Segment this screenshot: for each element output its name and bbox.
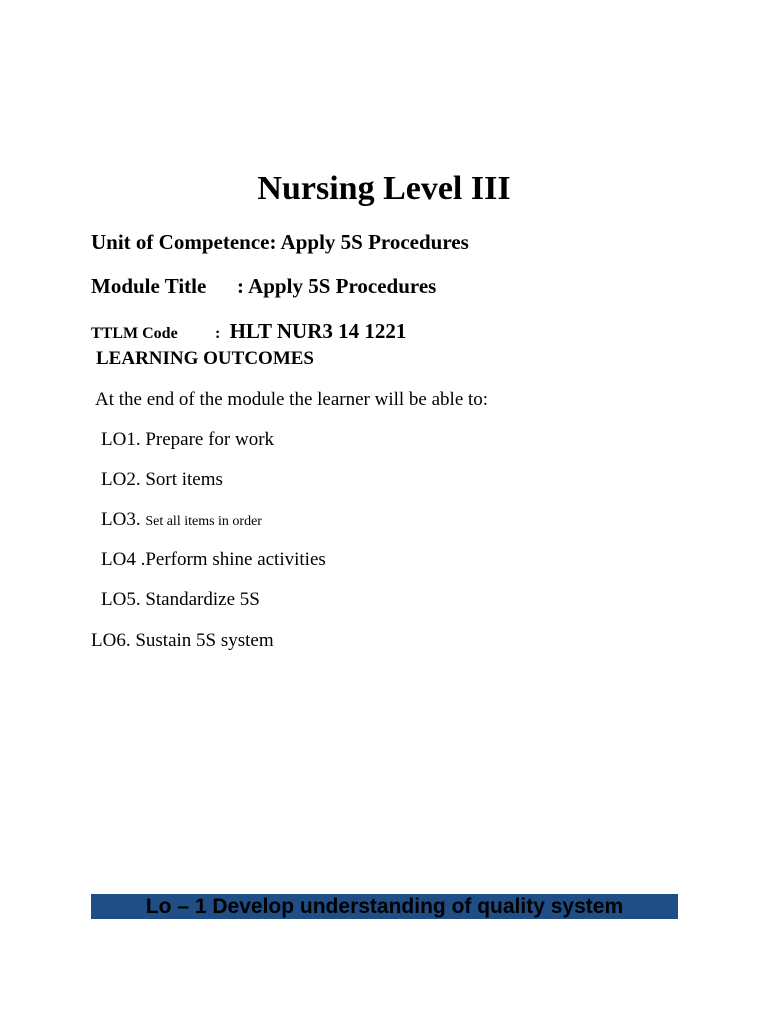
unit-of-competence bbox=[91, 230, 469, 255]
learning-outcome-prefix: LO3. bbox=[101, 509, 141, 530]
learning-outcome-item bbox=[101, 549, 326, 571]
learning-outcome-item bbox=[101, 469, 223, 491]
page-title: Nursing Level III bbox=[257, 170, 511, 207]
module-title-label: Module Title bbox=[91, 274, 207, 298]
learning-outcome-item bbox=[91, 630, 274, 652]
learning-outcome-text: Sustain 5S system bbox=[135, 630, 274, 651]
learning-outcome-prefix: LO5. bbox=[101, 589, 141, 610]
learning-outcome-item bbox=[101, 509, 262, 531]
section-heading-banner bbox=[91, 894, 678, 919]
learning-outcome-prefix: LO1. bbox=[101, 429, 141, 450]
ttlm-code-value: HLT NUR3 14 1221 bbox=[229, 319, 407, 343]
learning-outcome-item bbox=[101, 429, 274, 451]
learning-outcomes-heading: LEARNING OUTCOMES bbox=[96, 348, 314, 369]
ttlm-code bbox=[91, 319, 406, 344]
unit-of-competence-label: Unit of Competence: bbox=[91, 230, 277, 254]
learning-outcome-item bbox=[101, 589, 260, 611]
learning-outcome-text: Standardize 5S bbox=[145, 589, 260, 610]
learning-outcome-text: Set all items in order bbox=[145, 514, 262, 529]
ttlm-code-colon: : bbox=[215, 325, 221, 342]
learning-outcome-text: Perform shine activities bbox=[145, 549, 326, 570]
learning-outcome-prefix: LO2. bbox=[101, 469, 141, 490]
unit-of-competence-value: Apply 5S Procedures bbox=[280, 230, 469, 254]
module-title-value: : Apply 5S Procedures bbox=[237, 274, 437, 298]
learning-outcome-text: Prepare for work bbox=[145, 429, 275, 450]
module-title bbox=[91, 274, 436, 299]
learning-outcome-text: Sort items bbox=[145, 469, 223, 490]
learning-outcomes-intro: At the end of the module the learner will be able to: bbox=[95, 389, 489, 410]
section-heading-text: Lo – 1 Develop understanding of quality system bbox=[145, 894, 624, 918]
ttlm-code-label: TTLM Code bbox=[91, 325, 178, 342]
learning-outcome-prefix: LO6. bbox=[91, 630, 131, 651]
learning-outcome-prefix: LO4 . bbox=[101, 549, 146, 570]
